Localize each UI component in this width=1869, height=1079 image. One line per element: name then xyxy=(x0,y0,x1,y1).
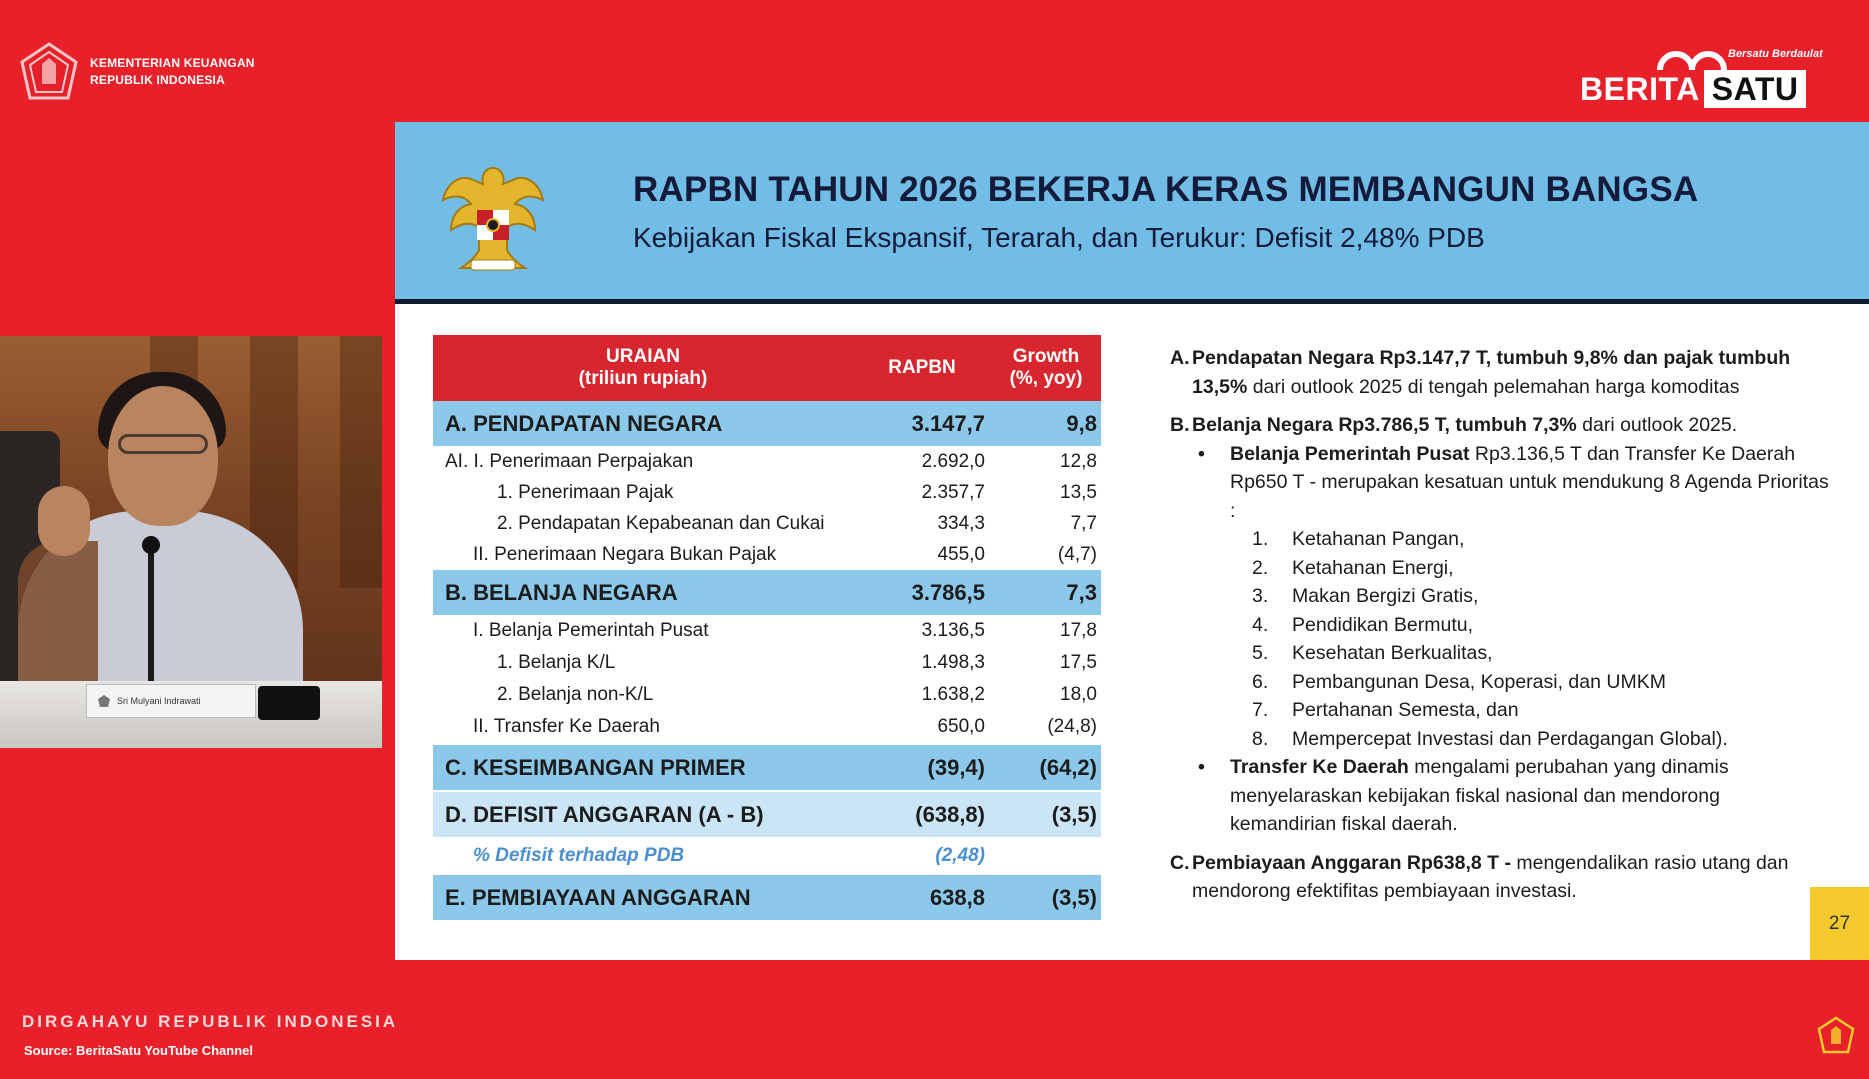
footer-source: Source: BeritaSatu YouTube Channel xyxy=(24,1043,253,1058)
note-b2-bold: Transfer Ke Daerah xyxy=(1230,756,1409,778)
table-header xyxy=(433,335,1101,401)
note-a xyxy=(1170,344,1830,401)
note-b2-text: mengalami perubahan yang dinamis menyelaraskan kebijakan fiskal nasional dan mendorong kemandirian fiskal daerah. xyxy=(1230,756,1729,835)
slide-subtitle: Kebijakan Fiskal Ekspansif, Terarah, dan Terukur: Defisit 2,48% PDB xyxy=(633,222,1485,253)
row-rapbn: (638,8) xyxy=(915,801,985,827)
row-rapbn: 3.147,7 xyxy=(911,410,985,436)
footer-title: DIRGAHAYU REPUBLIK INDONESIA xyxy=(22,1012,399,1031)
row-growth: 13,5 xyxy=(1060,481,1097,503)
slide-header xyxy=(395,122,1869,304)
brand-berita: BERITA xyxy=(1580,70,1700,107)
table-row xyxy=(433,539,1101,570)
note-b-bullet-2: • Transfer Ke Daerah mengalami perubahan yang dinamis menyelaraskan kebijakan fiskal nasional dan mendorong kemandirian fiskal daerah. xyxy=(1198,756,1729,835)
table-row xyxy=(433,837,1101,875)
header-growth: Growth xyxy=(1012,346,1080,367)
header-uraian-unit: (triliun rupiah) xyxy=(578,368,708,389)
row-rapbn: 1.498,3 xyxy=(921,652,985,673)
table-row xyxy=(433,446,1101,477)
list-item: 2. Ketahanan Energi, xyxy=(1252,556,1454,579)
table-row xyxy=(433,711,1101,743)
row-rapbn: 1.638,2 xyxy=(921,684,985,705)
row-label: 2. Pendapatan Kepabeanan dan Cukai xyxy=(497,512,825,534)
table-row xyxy=(433,570,1101,615)
table-row xyxy=(433,647,1101,679)
row-rapbn: 455,0 xyxy=(937,543,985,565)
row-growth: 17,5 xyxy=(1060,652,1097,673)
corner-emblem-icon xyxy=(1816,1016,1856,1056)
note-b-bold: Belanja Negara Rp3.786,5 T, tumbuh 7,3% xyxy=(1192,414,1577,436)
garuda-emblem-icon xyxy=(437,160,549,278)
note-c-text: mengendalikan rasio utang dan mendorong efektifitas pembiayaan investasi. xyxy=(1192,851,1789,902)
row-rapbn: 3.786,5 xyxy=(911,579,985,605)
row-growth: 7,7 xyxy=(1070,512,1097,534)
note-b-bullet-1: • Belanja Pemerintah Pusat Rp3.136,5 T dan Transfer Ke Daerah Rp650 T - merupakan kesatuan untuk mendukung 8 Agenda Prioritas : xyxy=(1198,442,1829,522)
row-label: % Defisit terhadap PDB xyxy=(473,845,685,866)
ministry-branding xyxy=(18,42,255,102)
note-a-bold: Pendapatan Negara Rp3.147,7 T, tumbuh 9,8% dan pajak tumbuh 13,5% xyxy=(1192,347,1791,398)
note-a-text: dari outlook 2025 di tengah pelemahan harga komoditas xyxy=(1247,375,1740,398)
row-rapbn: 334,3 xyxy=(937,512,985,534)
row-growth: 17,8 xyxy=(1060,620,1097,641)
row-label: C. KESEIMBANGAN PRIMER xyxy=(445,754,746,780)
ministry-country: REPUBLIK INDONESIA xyxy=(90,73,225,87)
row-label: 1. Penerimaan Pajak xyxy=(497,481,674,503)
row-label: II. Transfer Ke Daerah xyxy=(473,716,660,737)
list-item: 1. Ketahanan Pangan, xyxy=(1252,528,1465,550)
microphone-icon xyxy=(142,536,160,554)
list-item: 6. Pembangunan Desa, Koperasi, dan UMKM xyxy=(1252,670,1666,693)
row-growth: (64,2) xyxy=(1039,754,1097,780)
note-a-lead: A. xyxy=(1170,347,1190,369)
brand-satu: SATU xyxy=(1704,70,1807,108)
row-rapbn: 3.136,5 xyxy=(921,620,985,641)
note-c-bold: Pembiayaan Anggaran Rp638,8 T - xyxy=(1192,851,1511,874)
header-rapbn: RAPBN xyxy=(888,357,956,378)
row-growth: 7,3 xyxy=(1066,579,1097,605)
table-row xyxy=(433,401,1101,446)
row-label: 1. Belanja K/L xyxy=(497,652,616,673)
slide-title: RAPBN TAHUN 2026 BEKERJA KERAS MEMBANGUN BANGSA xyxy=(633,170,1699,209)
list-item: 7. Pertahanan Semesta, dan xyxy=(1252,699,1519,721)
table-row xyxy=(433,477,1101,508)
note-c xyxy=(1170,849,1830,906)
row-rapbn: (39,4) xyxy=(927,754,985,780)
row-rapbn: 2.692,0 xyxy=(921,450,985,472)
table-row xyxy=(433,792,1101,837)
ministry-name: KEMENTERIAN KEUANGAN xyxy=(90,56,255,70)
row-growth: (4,7) xyxy=(1057,543,1097,565)
budget-table xyxy=(433,335,1101,920)
beritasatu-arcs-icon xyxy=(1656,40,1728,70)
row-rapbn: 2.357,7 xyxy=(921,481,985,503)
row-label: 2. Belanja non-K/L xyxy=(497,684,654,705)
row-rapbn: 638,8 xyxy=(929,884,985,910)
speaker-video-feed xyxy=(0,336,382,748)
row-label: AI. I. Penerimaan Perpajakan xyxy=(445,450,694,472)
row-label: A. PENDAPATAN NEGARA xyxy=(445,410,723,436)
row-growth: (3,5) xyxy=(1051,801,1097,827)
table-row xyxy=(433,679,1101,711)
agenda-list xyxy=(1170,525,1830,753)
row-growth: (24,8) xyxy=(1047,716,1097,737)
row-growth: 12,8 xyxy=(1060,450,1097,472)
note-c-lead: C. xyxy=(1170,851,1190,874)
presentation-slide xyxy=(395,122,1869,960)
table-row xyxy=(433,875,1101,920)
nameplate-text: Sri Mulyani Indrawati xyxy=(117,696,201,706)
beritasatu-logo xyxy=(1580,40,1845,112)
note-b1-text: Rp3.136,5 T dan Transfer Ke Daerah Rp650 T - merupakan kesatuan untuk mendukung 8 Agenda Prioritas : xyxy=(1230,442,1829,522)
table-row xyxy=(433,615,1101,647)
header-uraian: URAIAN xyxy=(606,346,680,367)
row-rapbn: 650,0 xyxy=(937,716,985,737)
brand-tagline: Bersatu Berdaulat xyxy=(1728,48,1823,60)
table-row xyxy=(433,745,1101,790)
ministry-emblem-icon xyxy=(18,42,80,102)
row-growth: (3,5) xyxy=(1051,884,1097,910)
row-label: D. DEFISIT ANGGARAN (A - B) xyxy=(445,801,764,827)
row-growth: 18,0 xyxy=(1060,684,1097,705)
row-label: I. Belanja Pemerintah Pusat xyxy=(473,620,709,641)
note-b-text: dari outlook 2025. xyxy=(1576,414,1738,436)
header-growth-unit: (%, yoy) xyxy=(1009,368,1083,389)
row-label: B. BELANJA NEGARA xyxy=(445,579,678,605)
list-item: 5. Kesehatan Berkualitas, xyxy=(1252,642,1493,664)
list-item: 3. Makan Bergizi Gratis, xyxy=(1252,585,1479,607)
list-item: 4. Pendidikan Bermutu, xyxy=(1252,613,1474,636)
nameplate-emblem-icon xyxy=(97,694,111,708)
slide-notes xyxy=(1170,344,1830,906)
page-number-badge: 27 xyxy=(1810,887,1869,960)
note-b1-bold: Belanja Pemerintah Pusat xyxy=(1230,442,1470,465)
row-label: E. PEMBIAYAAN ANGGARAN xyxy=(445,884,751,910)
row-rapbn: (2,48) xyxy=(935,845,985,866)
row-growth: 9,8 xyxy=(1066,410,1097,436)
speaker-nameplate xyxy=(86,684,256,718)
table-row xyxy=(433,508,1101,539)
note-b-lead: B. xyxy=(1170,414,1190,436)
row-label: II. Penerimaan Negara Bukan Pajak xyxy=(473,543,777,565)
list-item: 8. Mempercepat Investasi dan Perdagangan Global). xyxy=(1252,727,1728,750)
note-b xyxy=(1170,411,1830,440)
